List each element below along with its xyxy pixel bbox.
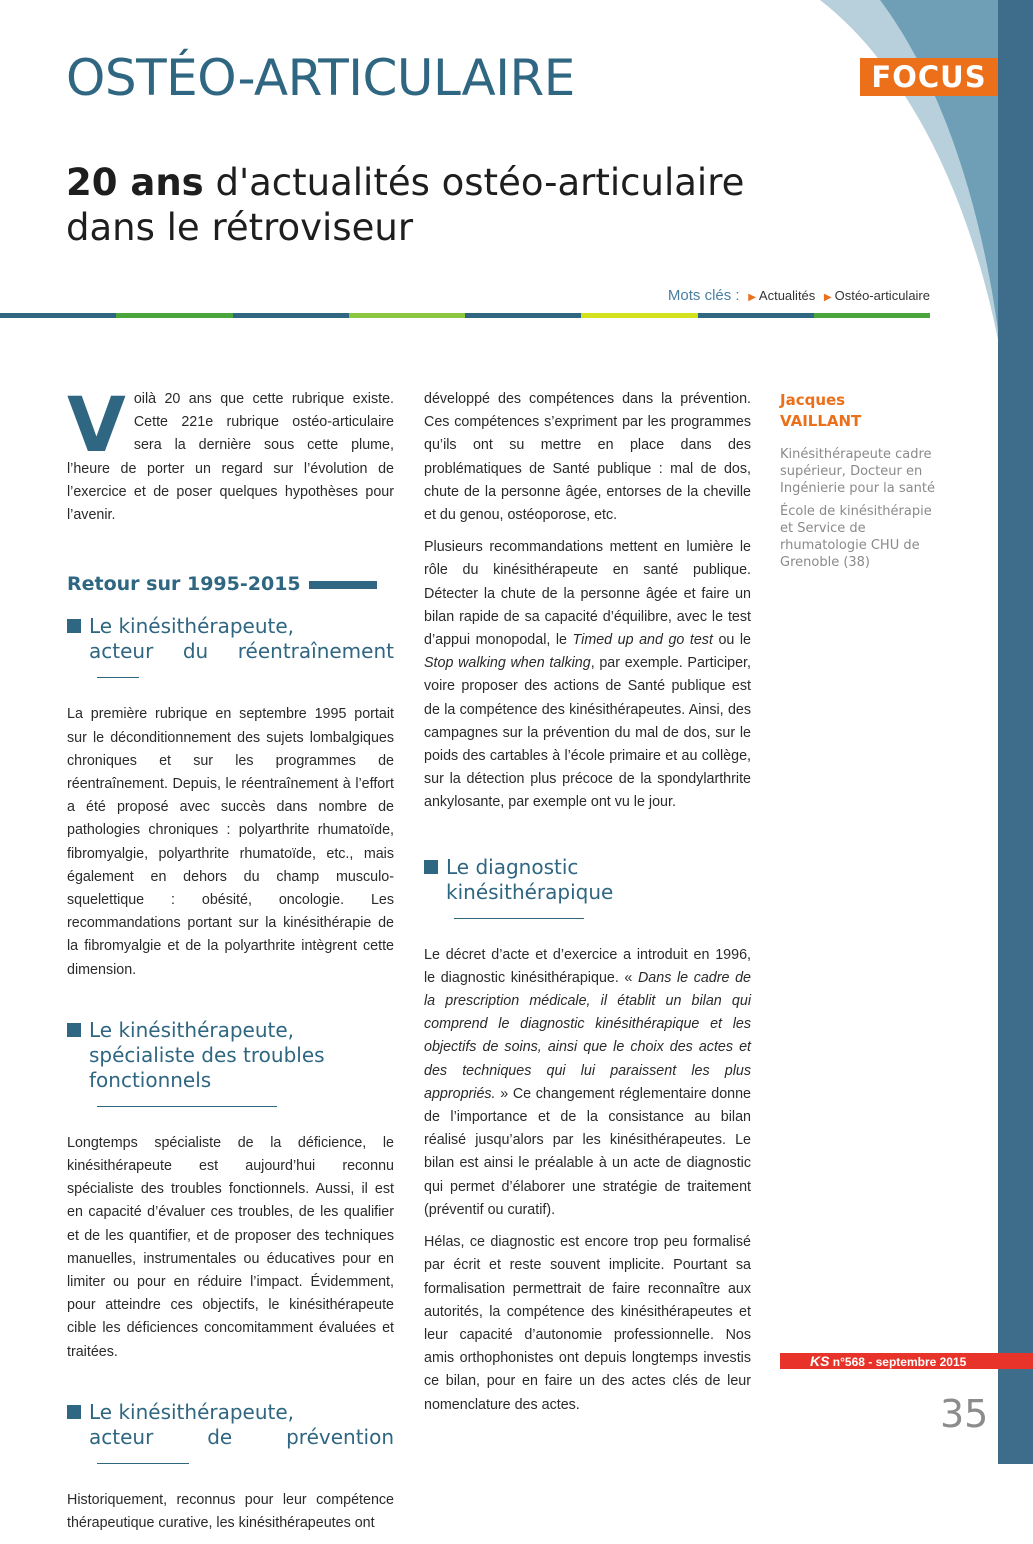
article-headline (66, 160, 866, 250)
subheading (67, 614, 394, 689)
subheading-line: kinésithérapique (446, 879, 614, 904)
rule-segment (581, 313, 697, 318)
triangle-icon: ▶ (748, 292, 756, 303)
headline-part-1: d'actualités ostéo-articulaire (215, 161, 745, 204)
section-heading-text: Retour sur 1995-2015 (67, 573, 301, 596)
page-number: 35 (940, 1392, 989, 1436)
italic-run: Timed up and go test (572, 632, 713, 649)
rule-segment (116, 313, 232, 318)
paragraph: Historiquement, reconnus pour leur compétence thérapeutique curative, les kinésithérapeutes ont (67, 1491, 394, 1532)
square-bullet-icon (424, 860, 438, 874)
journal-footer (780, 1353, 1033, 1369)
column-left (67, 380, 394, 1544)
rule-segment (0, 313, 116, 318)
subheading (424, 855, 751, 930)
subheading (67, 1018, 394, 1118)
square-bullet-icon (67, 1405, 81, 1419)
keyword: Actualités (758, 288, 816, 303)
subheading-line: Le kinésithérapeute, (89, 1399, 295, 1424)
italic-run: Stop walking when talking (424, 655, 591, 672)
subheading-line: Le kinésithérapeute, (89, 614, 295, 639)
subheading-rule (97, 1106, 277, 1107)
subheading-line: acteur de prévention (89, 1424, 394, 1449)
subheading-line: acteur du réentraînement (89, 639, 394, 664)
square-bullet-icon (67, 619, 81, 633)
keyword: Ostéo-articulaire (834, 288, 930, 303)
subheading-line: Le diagnostic (446, 854, 579, 879)
section-heading (67, 573, 394, 596)
colored-rule (0, 313, 930, 318)
journal-logo: KS (810, 1353, 830, 1369)
text-run: Plusieurs recommandations mettent en lumière le rôle du kinésithérapeute en santé publique. Détecter la chute de la personne âgée et faire un bilan rapide de sa capacité d’équilibre, avec le test d’appui monopodal, le (424, 539, 751, 649)
author-first-name: Jacques (780, 391, 846, 409)
triangle-icon: ▶ (823, 292, 832, 303)
subheading-rule (454, 918, 584, 919)
author-affiliation: École de kinésithérapie et Service de rhumatologie CHU de Grenoble (38) (780, 504, 932, 570)
text-run: » Ce changement réglementaire donne de l’importance et de la consistance au bilan réalisé jusqu’alors par les kinésithérapeutes. Le bilan est ainsi le préalable à un acte de diagnostic qui permet d’élaborer une stratégie de traitement (préventif ou curatif). (424, 1085, 751, 1218)
paragraph: Longtemps spécialiste de la déficience, le kinésithérapeute est aujourd’hui reconnu spécialiste des troubles fonctionnels. Aussi, il est en capacité d’évaluer ces troubles, de les qualifier et de les quantifier, et de proposer des techniques manuelles, instrumentales ou éducatives pour en limiter ou pour en réduire l’impact. Évidemment, pour atteindre ces objectifs, le kinésithérapeute cible les déficiences concomitamment évaluées et traitées. (67, 1134, 394, 1360)
column-middle (424, 388, 751, 1426)
paragraph (424, 536, 751, 814)
heading-bar (309, 581, 377, 589)
headline-part-2: dans le rétroviseur (66, 206, 414, 249)
paragraph: Hélas, ce diagnostic est encore trop peu formalisé par écrit et reste souvent implicite. Pourtant sa formalisation permettrait de faire reconnaître aux autorités, la compétence des kinésithérapeutes et leur capacité d’autonomie professionnelle. Nos amis orthophonistes ont depuis longtemps investis ce bilan, pour en faire un des actes clés de leur nomenclature des actes. (424, 1234, 751, 1413)
author-box (780, 390, 940, 577)
square-bullet-icon (67, 1023, 81, 1037)
headline-bold: 20 ans (66, 161, 204, 204)
issue-info: n°568 - septembre 2015 (832, 1355, 967, 1369)
rule-segment (233, 313, 349, 318)
keywords-label: Mots clés : (667, 287, 740, 304)
author-last-name: VAILLANT (780, 412, 862, 430)
text-run: , par exemple. Participer, voire proposer des actions de Santé publique est de la compétence des kinésithérapeutes. Ainsi, des campagnes sur la prévention du mal de dos, sur le poids des cartables à l’école primaire et au collège, sur la détection plus précoce de la spondylarthrite ankylosante, par exemple ont vu le jour. (424, 655, 751, 811)
drop-cap: V (67, 380, 126, 469)
subheading-line: fonctionnels (89, 1067, 212, 1092)
text-run: Le décret d’acte et d’exercice a introduit en 1996, le diagnostic kinésithérapique. « (424, 946, 751, 986)
paragraph: La première rubrique en septembre 1995 portait sur le déconditionnement des sujets lombalgiques chroniques et sur les programmes de réentraînement. Depuis, le réentraînement à l’effort a été proposé avec succès dans nombre de pathologies chroniques : polyarthrite rhumatoïde, fibromyalgie, polyarthrite rhumatoïde, etc., mais également en dehors du champ musculo-squelettique : obésité, oncologie. Les recommandations portant sur la kinésithérapie de la fibromyalgie et de la polyarthrite intègrent cette dimension. (67, 706, 394, 978)
rule-segment (465, 313, 581, 318)
rule-segment (349, 313, 465, 318)
section-title: OSTÉO-ARTICULAIRE (66, 49, 575, 107)
subheading-line: spécialiste des troubles (89, 1042, 325, 1067)
italic-run: Dans le cadre de la prescription médicale, il établit un bilan qui comprend le diagnostic kinésithérapique et les objectifs de soins, ainsi que le choix des actes et des techniques qui lui paraissent les plus appropriés. (424, 969, 751, 1102)
subheading-rule (97, 677, 139, 678)
text-run: ou le (712, 632, 751, 649)
rule-segment (698, 313, 814, 318)
keywords (600, 287, 930, 304)
focus-badge: FOCUS (860, 58, 998, 96)
intro-text: oilà 20 ans que cette rubrique existe. Cette 221e rubrique ostéo-articulaire sera la dernière sous cette plume, l’heure de porter un regard sur l’évolution de l’exercice et de poser quelques hypothèses pour l’avenir. (67, 391, 394, 524)
page-edge-bar (998, 0, 1033, 1464)
subheading-line: Le kinésithérapeute, (89, 1017, 295, 1042)
rule-segment (814, 313, 930, 318)
intro-paragraph (67, 380, 394, 527)
paragraph (424, 944, 751, 1222)
paragraph: développé des compétences dans la prévention. Ces compétences s’expriment par les programmes qu’ils ont su mettre en place dans des problématiques de Santé publique : mal de dos, chute de la personne âgée, entorses de la cheville et du genou, ostéoporose, etc. (424, 391, 751, 524)
author-affiliation: Kinésithérapeute cadre supérieur, Docteur en Ingénierie pour la santé (780, 447, 935, 496)
